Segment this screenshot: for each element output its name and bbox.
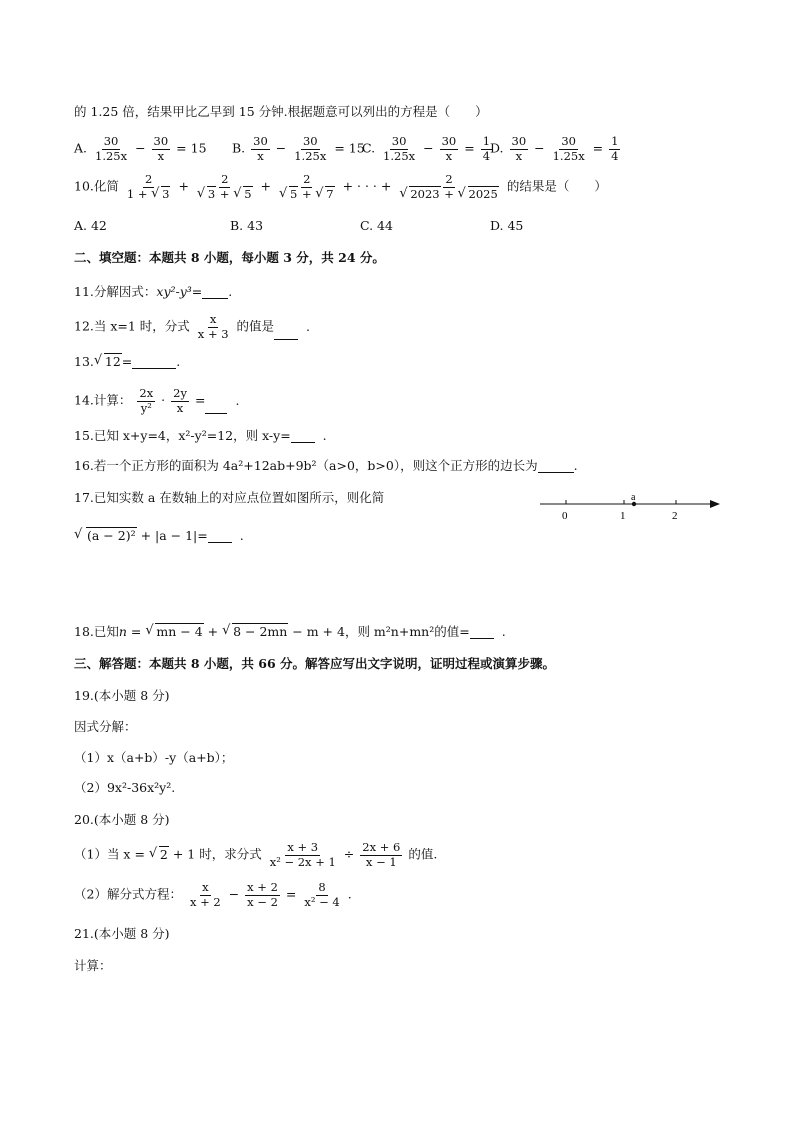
q15: 15.已知 x+y=4，x²-y²=12，则 x-y= . — [74, 428, 327, 443]
q13: 13.√ 12= . — [74, 356, 180, 369]
tick-label-2: 2 — [672, 510, 678, 522]
q20-title: 20.(本小题 8 分) — [74, 812, 170, 827]
q21-title: 21.(本小题 8 分) — [74, 926, 170, 941]
q10-option-a: A. 42 — [74, 218, 107, 233]
q11-answer-blank[interactable] — [202, 298, 228, 299]
tick-label-1: 1 — [620, 510, 626, 522]
number-line — [538, 492, 722, 526]
q12-answer-blank[interactable] — [274, 339, 298, 340]
q9-option-b: B. $\frac{30}{x}$ − $\frac{30}{1.25x}$ = 15 — [231, 134, 365, 163]
q17-expression: √ (a − 2)² + |a − 1|= . — [74, 530, 244, 543]
q12: 12.当 x=1 时，分式 $\frac{x}{x + 3}$ 的值是 . — [74, 312, 311, 341]
q19-part2: （2）9x²-36x²y². — [74, 780, 176, 795]
q19-part1: （1）x（a+b）-y（a+b）； — [74, 750, 234, 765]
q9-options — [74, 136, 622, 162]
q13-answer-blank[interactable] — [132, 368, 176, 369]
q19-title: 19.(本小题 8 分) — [74, 688, 170, 703]
q21-intro: 计算： — [74, 958, 112, 973]
q9-option-a: A. $\frac{30}{1.25x}$ − $\frac{30}{x}$ = 15 — [74, 134, 207, 163]
q10-option-b: B. 43 — [229, 218, 264, 233]
q18-answer-blank[interactable] — [470, 638, 494, 639]
q10-option-d: D. 45 — [489, 218, 524, 233]
q16: 16.若一个正方形的面积为 4a²+12ab+9b²（a>0，b>0），则这个正方形的边长为 . — [74, 458, 578, 473]
q14-answer-blank[interactable] — [205, 413, 227, 414]
section-3-heading: 三、解答题：本题共 8 小题，共 66 分。解答应写出文字说明，证明过程或演算步骤。 — [74, 656, 556, 671]
q9-option-c: C. $\frac{30}{1.25x}$ − $\frac{30}{x}$ = $\frac{1}{4}$ — [361, 134, 491, 163]
q10-options — [74, 220, 523, 233]
q14: 14.计算： $\frac{2x}{\text{y²}}$ · $\frac{2y}{x}$ = . — [74, 386, 240, 415]
section-2-heading: 二、填空题：本题共 8 小题，每小题 3 分，共 24 分。 — [74, 250, 385, 265]
q10-question: 10.化简 $\frac{2}{1 + √ 3}$ + 2 √ 3 + √ 5 + 2 √ 5 + √ 7 + · · · + 2 √ 2023 + √ 2025 的结果是（ ） — [74, 174, 607, 200]
tick-label-0: 0 — [562, 510, 568, 522]
axis-arrow-icon — [710, 500, 720, 508]
q20-part2: （2）解分式方程： $\frac{x}{x + 2}$ − $\frac{x + 2}{x - 2}$ = $\frac{8}{\text{x² − 4}}$ . — [74, 880, 352, 909]
q15-answer-blank[interactable] — [291, 442, 315, 443]
q10-option-c: C. 44 — [359, 218, 393, 233]
q11: 11.分解因式：xy²-y³= . — [74, 284, 233, 299]
q9-text: 的 1.25 倍，结果甲比乙早到 15 分钟.根据题意可以列出的方程是（ ） — [74, 104, 488, 119]
q18: 18.已知n = √ mn − 4 + √ 8 − 2mn − m + 4，则 m²n+mn²的值= . — [74, 626, 506, 639]
q17-answer-blank[interactable] — [208, 542, 232, 543]
q19-intro: 因式分解： — [74, 719, 137, 734]
q20-part1: （1）当 x = √ 2 + 1 时，求分式 $\frac{x + 3}{\text{x² − 2x + 1}}$ ÷ $\frac{2x + 6}{x - 1}$ 的值. — [74, 842, 437, 868]
q17-text: 17.已知实数 a 在数轴上的对应点位置如图所示，则化简 — [74, 490, 385, 505]
point-a-label: a — [631, 492, 636, 503]
q9-option-d: D. $\frac{30}{x}$ − $\frac{30}{1.25x}$ = $\frac{1}{4}$ — [489, 134, 619, 163]
q16-answer-blank[interactable] — [538, 472, 574, 473]
